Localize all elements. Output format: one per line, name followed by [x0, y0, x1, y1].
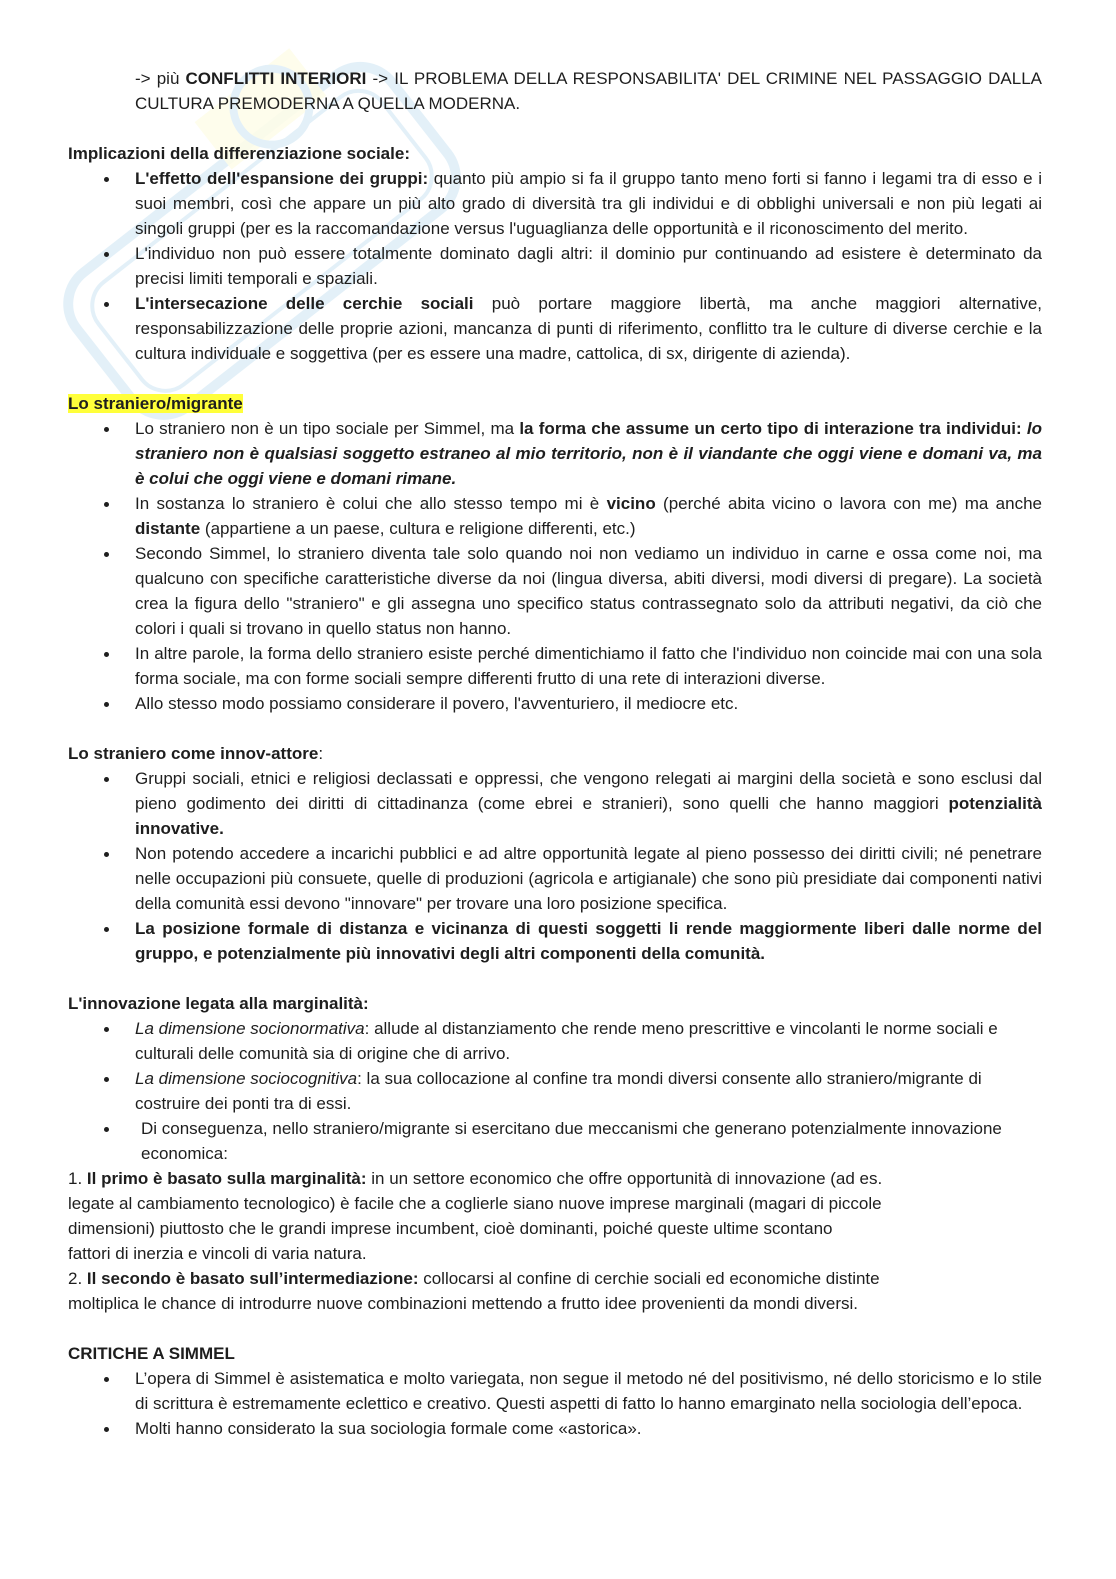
list-item: Non potendo accedere a incarichi pubblici e ad altre opportunità legate al pieno possesso dei diritti civili; né penetrare nelle occupazioni più consuete, quelle di produzioni (agricola e artigianale) che sono più presidiate dai componenti nativi della comunità essi devono "innovare" per trovare una loro posizione specifica.: [68, 841, 1042, 916]
list-item: L'effetto dell'espansione dei gruppi: quanto più ampio si fa il gruppo tanto meno forti si fanno i legami tra di esso e i suoi membri, così che appare un più alto grado di diversità tra gli individui e di obblighi universali e non più legati ai singoli gruppi (per es la raccomandazione versus l'uguaglianza delle opportunità e il riconoscimento del merito.: [68, 166, 1042, 241]
bullet-list-innov-attore: [68, 766, 1042, 966]
bullet-list-straniero: [68, 416, 1042, 716]
innovazione-body: [68, 1016, 1042, 1316]
list-item: Molti hanno considerato la sua sociologia formale come «astorica».: [68, 1416, 1042, 1441]
list-item: In altre parole, la forma dello straniero esiste perché dimentichiamo il fatto che l'individuo non coincide mai con una sola forma sociale, ma con forme sociali sempre differenti frutto di una rete di interazioni diverse.: [68, 641, 1042, 691]
list-item: In sostanza lo straniero è colui che allo stesso tempo mi è vicino (perché abita vicino o lavora con me) ma anche distante (appartiene a un paese, cultura e religione differenti, etc.): [68, 491, 1042, 541]
section-heading-straniero: Lo straniero/migrante: [68, 394, 243, 413]
list-item: L'intersecazione delle cerchie sociali può portare maggiore libertà, ma anche maggiori alternative, responsabilizzazione delle proprie azioni, mancanza di punti di riferimento, conflitto tra le culture di diverse cerchie e la cultura individuale e soggettiva (per es essere una madre, cattolica, di sx, dirigente di azienda).: [68, 291, 1042, 366]
list-item: L'individuo non può essere totalmente dominato dagli altri: il dominio pur continuando ad esistere è determinato da precisi limiti temporali e spaziali.: [68, 241, 1042, 291]
intro-paragraph: -> più CONFLITTI INTERIORI -> IL PROBLEMA DELLA RESPONSABILITA' DEL CRIMINE NEL PASSAGGIO DALLA CULTURA PREMODERNA A QUELLA MODERNA.: [135, 69, 1042, 113]
section-heading-innovazione: L'innovazione legata alla marginalità:: [68, 994, 369, 1013]
numbered-item-1: 1. Il primo è basato sulla marginalità: in un settore economico che offre opportunità di innovazione (ad es. legate al cambiamento tecnologico) è facile che a coglierle siano nuove imprese marginali (magari di piccole dimensioni) piuttosto che le grandi imprese incumbent, cioè dominanti, poiché queste ultime scontano fattori di inerzia e vincoli di varia natura.: [68, 1169, 883, 1263]
numbered-item-2: 2. Il secondo è basato sull’intermediazione: collocarsi al confine di cerchie sociali ed economiche distinte moltiplica le chance di introdurre nuove combinazioni mettendo a frutto idee provenienti da mondi diversi.: [68, 1269, 880, 1313]
list-item: Secondo Simmel, lo straniero diventa tale solo quando noi non vediamo un individuo in carne e ossa come noi, ma qualcuno con specifiche caratteristiche diverse da noi (lingua diversa, abiti diversi, modi diversi di pregare). La società crea la figura dello "straniero" e gli assegna uno specifico status contrassegnato solo da attributi negativi, da ciò che colori i quali si trovano in quello status non hanno.: [68, 541, 1042, 641]
list-item: L’opera di Simmel è asistematica e molto variegata, non segue il metodo né del positivismo, né dello storicismo e lo stile di scrittura è estremamente eclettico e creativo. Questi aspetti di fatto lo hanno emarginato nella sociologia dell’epoca.: [68, 1366, 1042, 1416]
list-item: La dimensione socionormativa: allude al distanziamento che rende meno prescrittive e vincolanti le norme sociali e culturali delle comunità sia di origine che di arrivo.: [68, 1016, 1042, 1066]
list-item: La dimensione sociocognitiva: la sua collocazione al confine tra mondi diversi consente allo straniero/migrante di costruire dei ponti tra di essi.: [68, 1066, 1042, 1116]
bullet-list-implicazioni: [68, 166, 1042, 366]
list-item: La posizione formale di distanza e vicinanza di questi soggetti li rende maggiormente liberi dalle norme del gruppo, e potenzialmente più innovativi degli altri componenti della comunità.: [68, 916, 1042, 966]
document-page: [68, 66, 1042, 1441]
bullet-list-critiche: [68, 1366, 1042, 1441]
list-item: Di conseguenza, nello straniero/migrante si esercitano due meccanismi che generano potenzialmente innovazione economica:: [68, 1116, 1042, 1166]
section-heading-innov-attore: Lo straniero come innov-attore:: [68, 744, 324, 763]
section-heading-critiche: CRITICHE A SIMMEL: [68, 1344, 235, 1363]
list-item: Gruppi sociali, etnici e religiosi declassati e oppressi, che vengono relegati ai margini della società e sono esclusi dal pieno godimento dei diritti di cittadinanza (come ebrei e stranieri), sono quelli che hanno maggiori potenzialità innovative.: [68, 766, 1042, 841]
section-heading-implicazioni: Implicazioni della differenziazione sociale:: [68, 144, 410, 163]
list-item: Allo stesso modo possiamo considerare il povero, l'avventuriero, il mediocre etc.: [68, 691, 1042, 716]
list-item: Lo straniero non è un tipo sociale per Simmel, ma la forma che assume un certo tipo di interazione tra individui: lo straniero non è qualsiasi soggetto estraneo al mio territorio, non è il viandante che oggi viene e domani va, ma è colui che oggi viene e domani rimane.: [68, 416, 1042, 491]
